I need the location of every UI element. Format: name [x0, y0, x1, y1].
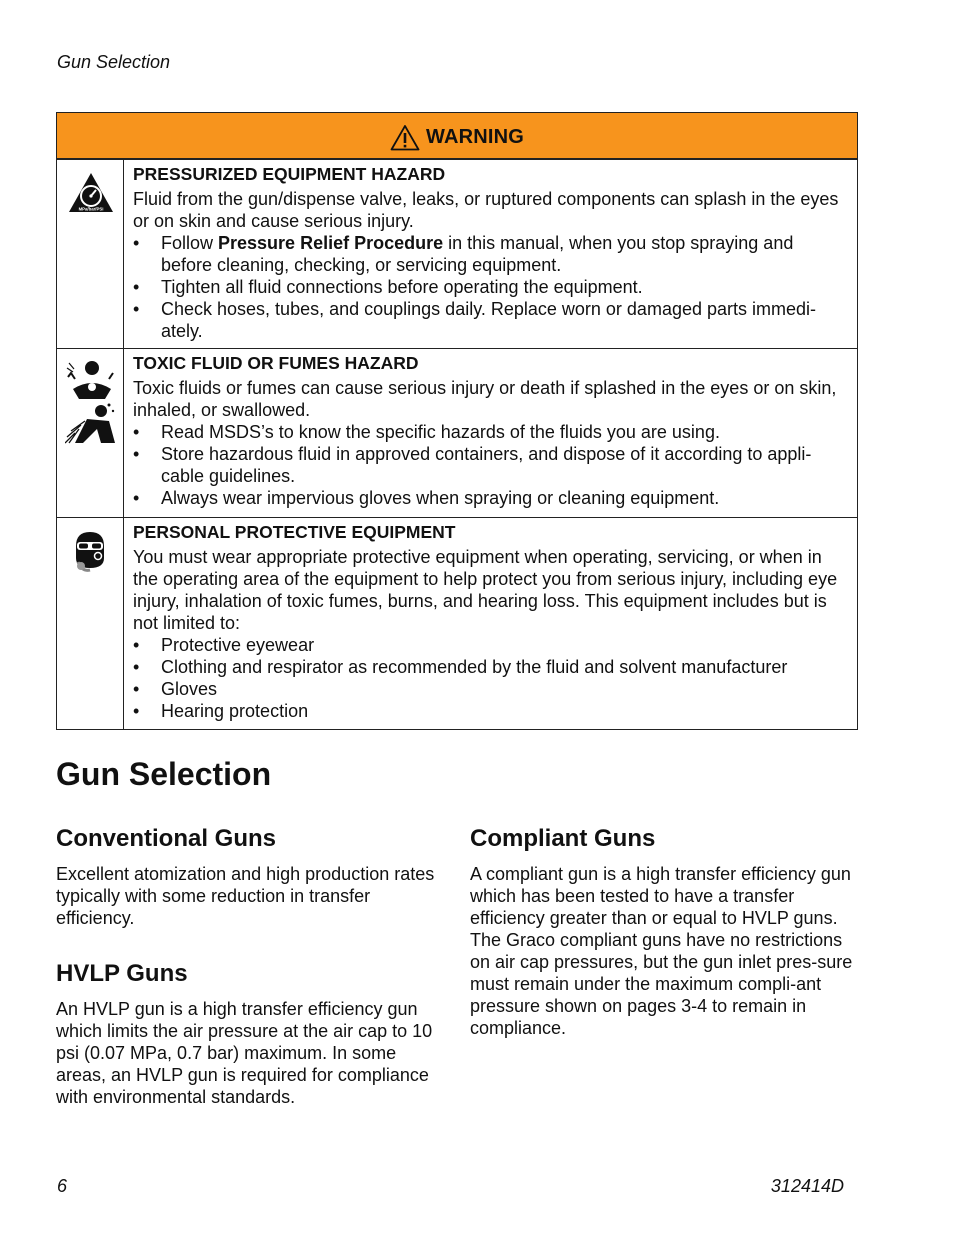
hazard-row-pressurized — [57, 159, 857, 348]
hazard-row-ppe — [57, 517, 857, 729]
running-header: Gun Selection — [57, 52, 171, 72]
hazard-title: TOXIC FLUID OR FUMES HAZARD — [133, 353, 419, 373]
hvlp-guns-heading: HVLP Guns — [56, 960, 188, 987]
hazard-intro: Toxic fluids or fumes can cause serious injury or death if splashed in the eyes or on skin, inhaled, or swallowed. — [133, 378, 837, 420]
section-title: Gun Selection — [56, 756, 272, 792]
protective-gear-icon — [72, 530, 108, 572]
bullet-item: • Tighten all fluid connections before operating the equipment. — [133, 276, 847, 298]
toxic-fumes-icon — [65, 359, 117, 445]
hazard-intro: You must wear appropriate protective equipment when operating, servicing, or when in the operating area of the equipment to help protect you from serious injury, including eye injury, inhalation of toxic fumes, burns, and hearing loss. This equipment includes but is not limited to: — [133, 547, 838, 633]
hazard-title: PRESSURIZED EQUIPMENT HAZARD — [133, 164, 446, 184]
hazard-bullets — [133, 232, 847, 342]
conventional-guns-heading: Conventional Guns — [56, 825, 277, 852]
warning-title: WARNING — [425, 126, 525, 148]
hazard-intro: Fluid from the gun/dispense valve, leaks, or ruptured components can splash in the eyes or on skin and cause serious injury. — [133, 189, 839, 231]
hazard-bullets — [133, 421, 847, 509]
left-column — [56, 824, 446, 1108]
bullet-item: • Read MSDS’s to know the specific hazards of the fluids you are using. — [133, 421, 847, 443]
bullet-item: • Protective eyewear — [133, 634, 847, 656]
warning-table — [56, 112, 858, 730]
bullet-item: • Follow Pressure Relief Procedure in this manual, when you stop spraying and before cleaning, checking, or servicing equipment. — [133, 232, 847, 276]
bullet-item: • Hearing protection — [133, 700, 847, 722]
warning-triangle-icon — [390, 124, 420, 151]
hazard-row-toxic — [57, 348, 857, 517]
bullet-item: • Store hazardous fluid in approved containers, and dispose of it according to appli-cable guidelines. — [133, 443, 847, 487]
right-column — [470, 824, 860, 1039]
compliant-guns-body: A compliant gun is a high transfer efficiency gun which has been tested to have a transfer efficiency greater than or equal to HVLP guns. The Graco compliant guns have no restrictions on air cap pressures, but the gun inlet pres-sure must remain under the maximum compli-ant pressure shown on pages 3-4 to remain in compliance. — [470, 864, 853, 1038]
bullet-item: • Clothing and respirator as recommended by the fluid and solvent manufacturer — [133, 656, 847, 678]
hvlp-guns-body: An HVLP gun is a high transfer efficiency gun which limits the air pressure at the air cap to 10 psi (0.07 MPa, 0.7 bar) maximum. In some areas, an HVLP gun is required for compliance with environmental standards. — [56, 999, 433, 1107]
compliant-guns-heading: Compliant Guns — [470, 825, 656, 852]
conventional-guns-body: Excellent atomization and high production rates typically with some reduction in transfer efficiency. — [56, 864, 435, 928]
page-number: 6 — [57, 1176, 68, 1196]
document-number: 312414D — [770, 1176, 844, 1196]
gauge-units-label: MPa/bar/PSI — [78, 206, 104, 212]
pressure-gauge-icon — [68, 172, 114, 214]
bullet-item: • Always wear impervious gloves when spraying or cleaning equipment. — [133, 487, 847, 509]
pressure-relief-procedure-ref: Pressure Relief Procedure — [218, 233, 444, 253]
warning-header — [57, 113, 857, 159]
hazard-title: PERSONAL PROTECTIVE EQUIPMENT — [133, 522, 456, 542]
bullet-item: • Gloves — [133, 678, 847, 700]
bullet-item: • Check hoses, tubes, and couplings daily. Replace worn or damaged parts immedi-ately. — [133, 298, 847, 342]
hazard-bullets — [133, 634, 847, 722]
